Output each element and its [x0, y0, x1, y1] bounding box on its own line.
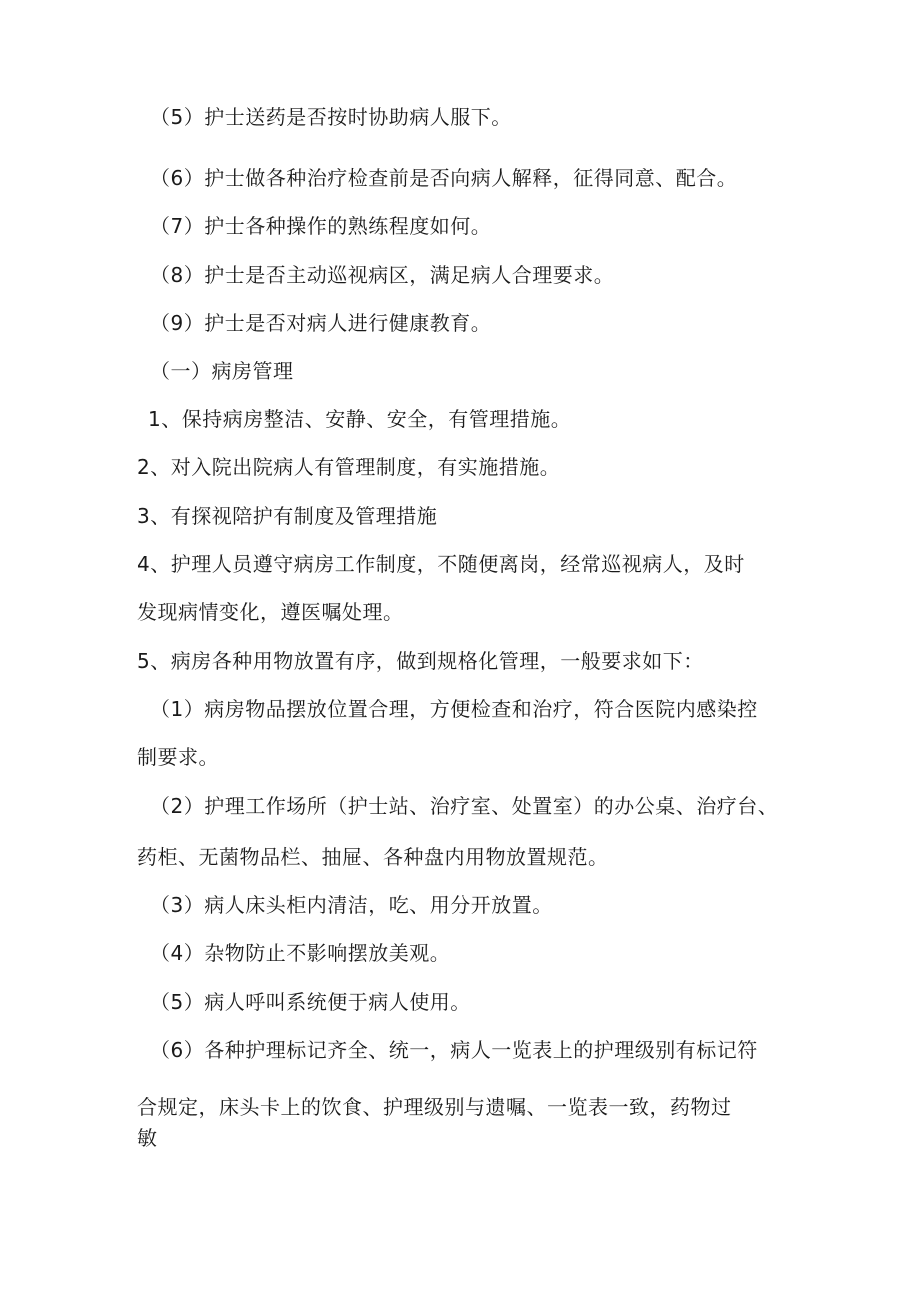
text-line: 制要求。	[137, 745, 219, 769]
text-line: （4）杂物防止不影响摆放美观。	[150, 941, 451, 965]
text-line: 发现病情变化，遵医嘱处理。	[137, 600, 404, 624]
text-line: （1）病房物品摆放位置合理，方便检查和治疗，符合医院内感染控	[150, 697, 758, 721]
text-line: （5）病人呼叫系统便于病人使用。	[150, 990, 471, 1014]
text-line: （7）护士各种操作的熟练程度如何。	[150, 214, 492, 238]
text-line: （6）各种护理标记齐全、统一，病人一览表上的护理级别有标记符	[150, 1038, 758, 1062]
section-heading: （一）病房管理	[150, 359, 294, 383]
text-line: 3、有探视陪护有制度及管理措施	[137, 504, 438, 528]
text-line: 2、对入院出院病人有管理制度，有实施措施。	[137, 455, 561, 479]
text-line: （6）护士做各种治疗检查前是否向病人解释，征得同意、配合。	[150, 166, 738, 190]
text-line: 4、护理人员遵守病房工作制度，不随便离岗，经常巡视病人，及时	[137, 552, 745, 576]
text-line: （2）护理工作场所（护士站、治疗室、处置室）的办公桌、治疗台、	[150, 794, 779, 818]
text-line: 1、保持病房整洁、安静、安全，有管理措施。	[148, 407, 572, 431]
text-line: 5、病房各种用物放置有序，做到规格化管理，一般要求如下：	[137, 649, 704, 673]
text-line: （5）护士送药是否按时协助病人服下。	[150, 105, 512, 129]
text-line: （3）病人床头柜内清洁，吃、用分开放置。	[150, 893, 553, 917]
text-line: （9）护士是否对病人进行健康教育。	[150, 311, 492, 335]
text-line: 敏	[137, 1126, 158, 1150]
text-line: 合规定，床头卡上的饮食、护理级别与遗嘱、一览表一致，药物过	[137, 1095, 732, 1119]
text-line: 药柜、无菌物品栏、抽屉、各种盘内用物放置规范。	[137, 845, 609, 869]
text-line: （8）护士是否主动巡视病区，满足病人合理要求。	[150, 263, 615, 287]
